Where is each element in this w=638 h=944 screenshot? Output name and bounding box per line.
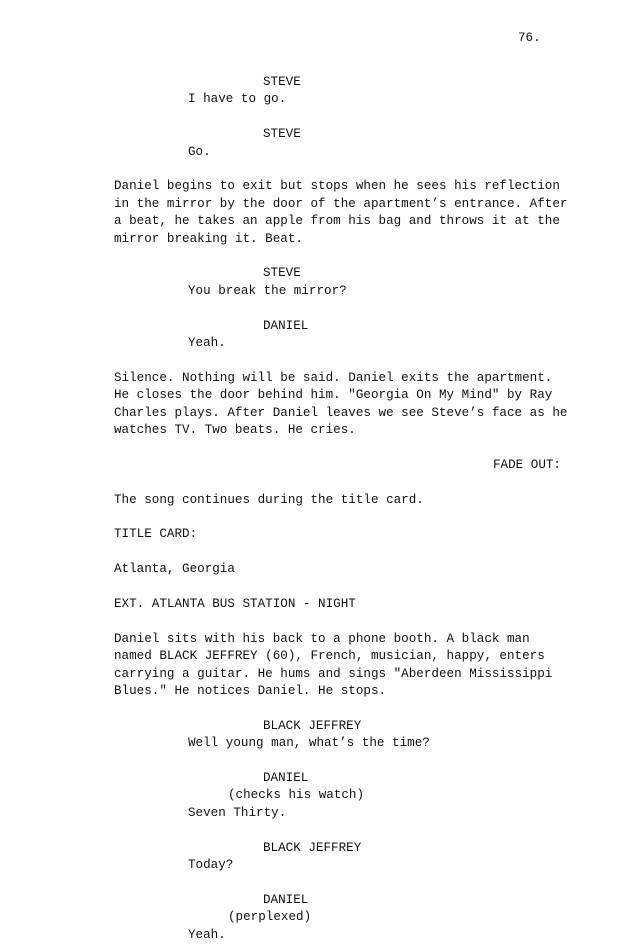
character-name: DANIEL	[263, 892, 309, 907]
dialogue-line: Yeah.	[188, 927, 226, 942]
script-body	[114, 74, 568, 944]
parenthetical: (perplexed)	[228, 910, 312, 925]
dialogue-line: Well young man, what’s the time?	[188, 736, 430, 751]
action-line: carrying a guitar. He hums and sings "Aberdeen Mississippi	[114, 666, 553, 681]
blank-line	[114, 109, 564, 126]
blank-line	[114, 352, 564, 369]
blank-line	[114, 613, 564, 630]
parenthetical: (checks his watch)	[228, 788, 365, 803]
blank-line	[114, 874, 564, 891]
action-line: The song continues during the title card.	[114, 492, 424, 507]
blank-line	[114, 509, 564, 526]
action-line: Atlanta, Georgia	[114, 562, 235, 577]
dialogue-line: Today?	[188, 858, 234, 873]
page-number: 76.	[518, 31, 541, 45]
character-name: DANIEL	[263, 771, 309, 786]
character-name: STEVE	[263, 75, 301, 89]
action-line: EXT. ATLANTA BUS STATION - NIGHT	[114, 597, 356, 612]
character-name: BLACK JEFFREY	[263, 840, 362, 855]
blank-line	[114, 544, 564, 561]
action-line: a beat, he takes an apple from his bag and throws it at the	[114, 214, 560, 229]
character-name: STEVE	[263, 127, 301, 142]
action-line: named BLACK JEFFREY (60), French, musician, happy, enters	[114, 649, 545, 664]
blank-line	[114, 439, 564, 456]
action-line: Charles plays. After Daniel leaves we see Steve’s face as he	[114, 405, 568, 420]
blank-line	[114, 161, 564, 178]
blank-line	[114, 474, 564, 491]
action-line: He closes the door behind him. "Georgia On My Mind" by Ray	[114, 388, 553, 403]
action-line: watches TV. Two beats. He cries.	[114, 423, 356, 438]
action-line: Blues." He notices Daniel. He stops.	[114, 684, 387, 699]
action-line: Daniel sits with his back to a phone booth. A black man	[114, 631, 530, 646]
action-line: TITLE CARD:	[114, 527, 198, 542]
blank-line	[114, 753, 564, 770]
blank-line	[114, 822, 564, 839]
character-name: BLACK JEFFREY	[263, 718, 362, 733]
action-line: in the mirror by the door of the apartment’s entrance. After	[114, 196, 568, 211]
dialogue-line: You break the mirror?	[188, 283, 347, 298]
transition: FADE OUT:	[492, 457, 561, 472]
action-line: Daniel begins to exit but stops when he sees his reflection	[114, 179, 560, 194]
action-line: Silence. Nothing will be said. Daniel exits the apartment.	[114, 370, 553, 385]
character-name: DANIEL	[263, 318, 309, 333]
dialogue-line: Yeah.	[188, 336, 226, 351]
character-name: STEVE	[263, 266, 301, 281]
dialogue-line: Go.	[188, 144, 211, 159]
dialogue-line: Seven Thirty.	[188, 805, 287, 820]
blank-line	[114, 579, 564, 596]
blank-line	[114, 700, 564, 717]
blank-line	[114, 300, 564, 317]
blank-line	[114, 248, 564, 265]
action-line: mirror breaking it. Beat.	[114, 231, 303, 246]
dialogue-line: I have to go.	[188, 92, 287, 107]
